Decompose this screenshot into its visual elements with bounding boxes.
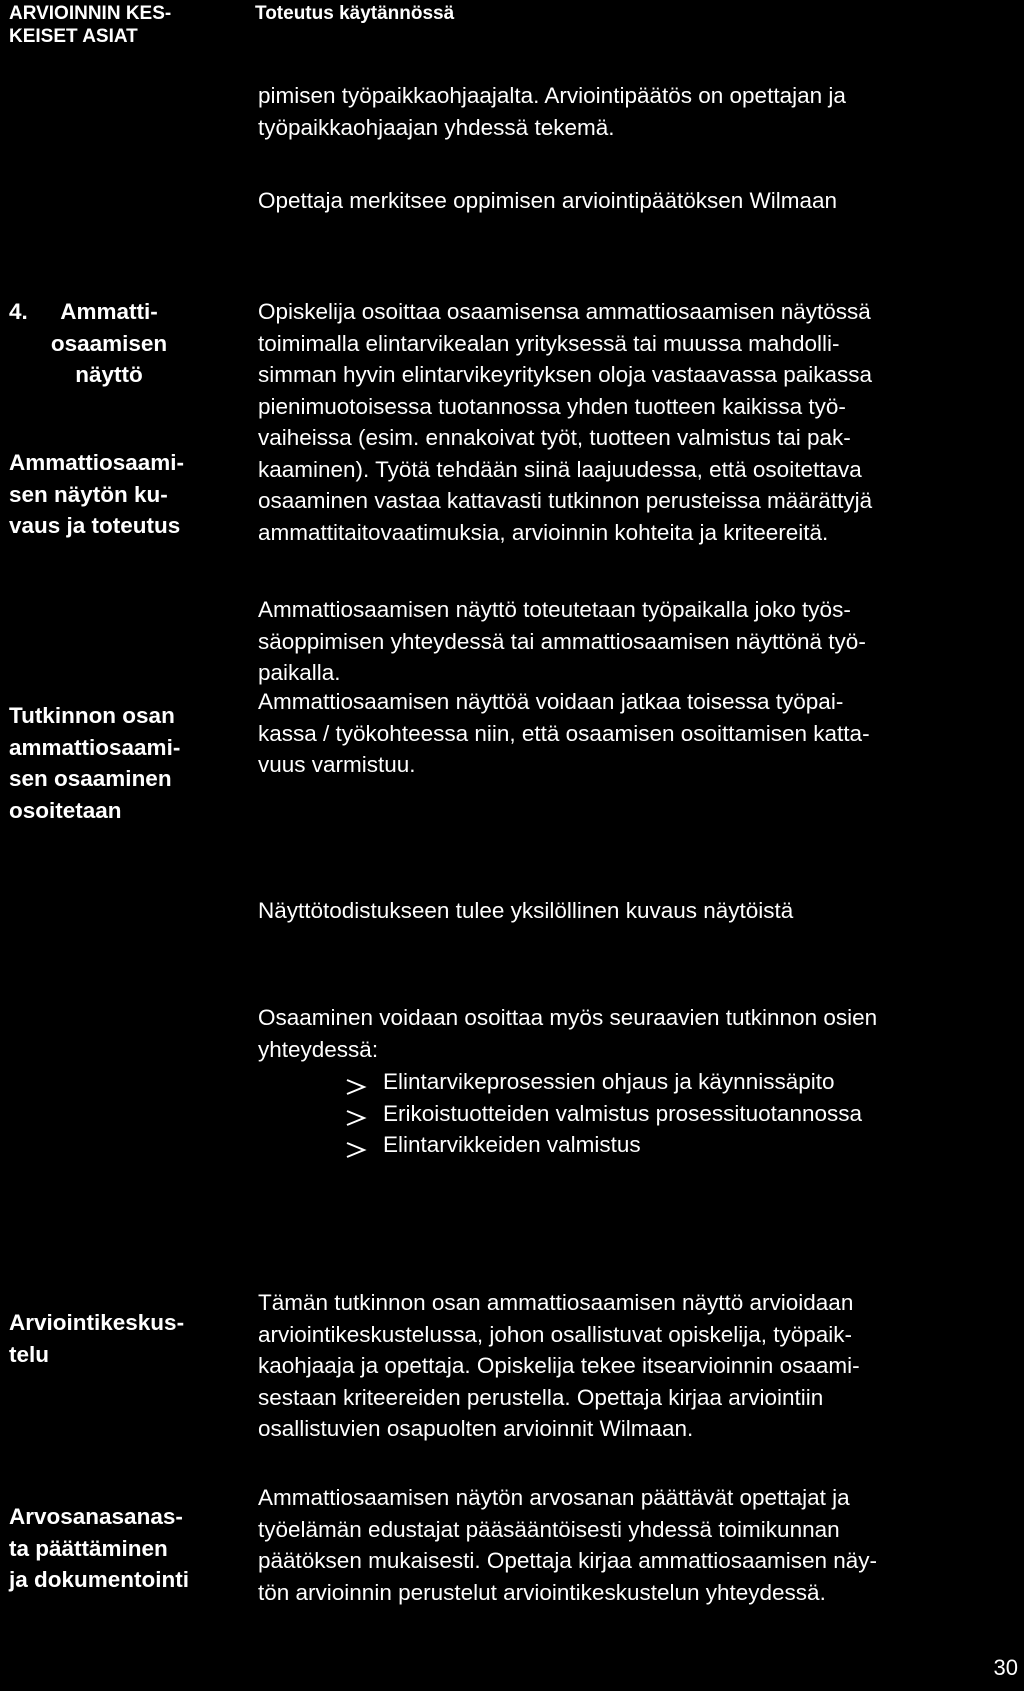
section-4-paragraph-2: Ammattiosaamisen näyttö toteutetaan työpaikalla joko työs- säoppimisen yhteydessä tai ammattiosaamisen näyttönä työ- paikalla. bbox=[258, 597, 866, 685]
arviointikeskustelu-paragraph: Tämän tutkinnon osan ammattiosaamisen näyttö arvioidaan arviointikeskustelussa, johon osallistuvat opiskelija, työpaik- kaohjaaja ja opettaja. Opiskelija tekee itsearvioinnin osaami- sestaan kriteereiden perustella. Opettaja kirjaa arviointiin osallistuvien osapuolten arvioinnit Wilmaan. bbox=[258, 1290, 860, 1441]
label-osaaminen-osoitetaan: Tutkinnon osan ammattiosaami- sen osaaminen osoitetaan bbox=[9, 703, 181, 823]
intro-paragraph-1: pimisen työpaikkaohjaajalta. Arviointipäätös on opettajan ja työpaikkaohjaajan yhdessä tekemä. bbox=[258, 83, 846, 140]
section-title: Ammatti- osaamisen näyttö bbox=[50, 299, 168, 387]
column-header-left: ARVIOINNIN KES- KEISET ASIAT bbox=[9, 3, 172, 47]
section-4-paragraph-3: Ammattiosaamisen näyttöä voidaan jatkaa toisessa työpai- kassa / työkohteessa niin, että osaamisen osoittamisen katta- vuus varmistuu. bbox=[258, 689, 870, 777]
section-4-paragraph-4: Näyttötodistukseen tulee yksilöllinen kuvaus näytöistä bbox=[258, 898, 794, 923]
section-number: 4. bbox=[9, 299, 28, 324]
column-header-right: Toteutus käytännössä bbox=[255, 3, 455, 24]
list-item: Elintarvikkeiden valmistus bbox=[345, 1129, 862, 1161]
section-4-heading bbox=[9, 296, 179, 391]
list-item: Erikoistuotteiden valmistus prosessituotannossa bbox=[345, 1098, 862, 1130]
page-number: 30 bbox=[993, 1655, 1018, 1680]
section-4-paragraph-1: Opiskelija osoittaa osaamisensa ammattiosaamisen näytössä toimimalla elintarvikealan yrityksessä tai muussa mahdolli- simman hyvin elintarvikeyrityksen oloja vastaavassa paikassa pienimuotoisessa tuotannossa yhden tuotteen kaikissa työ- vaiheissa (esim. ennakoivat työt, tuotteen valmistus tai pak- kaaminen). Työtä tehdään siinä laajuudessa, että osoitettava osaaminen vastaa kattavasti tutkinnon perusteissa määrättyjä ammattitaitovaatimuksia, arvioinnin kohteita ja kriteereitä. bbox=[258, 299, 873, 545]
intro-paragraph-2: Opettaja merkitsee oppimisen arviointipäätöksen Wilmaan bbox=[258, 188, 838, 213]
arrow-bullet-icon bbox=[345, 1136, 367, 1154]
arrow-bullet-icon bbox=[345, 1073, 367, 1091]
arrow-bullet-icon bbox=[345, 1104, 367, 1122]
tutkinnon-osat-list bbox=[345, 1066, 862, 1161]
label-arvosana-dokumentointi: Arvosanasanas- ta päättäminen ja dokumentointi bbox=[9, 1504, 189, 1592]
label-naytto-kuvaus: Ammattiosaami- sen näytön ku- vaus ja toteutus bbox=[9, 450, 185, 538]
list-item: Elintarvikeprosessien ohjaus ja käynnissäpito bbox=[345, 1066, 862, 1098]
arvosana-paragraph: Ammattiosaamisen näytön arvosanan päättävät opettajat ja työelämän edustajat pääsääntöisesti yhdessä toimikunnan päätöksen mukaisesti. Opettaja kirjaa ammattiosaamisen näy- tön arvioinnin perustelut arviointikeskustelun yhteydessä. bbox=[258, 1485, 878, 1605]
section-4-paragraph-5: Osaaminen voidaan osoittaa myös seuraavien tutkinnon osien yhteydessä: bbox=[258, 1005, 878, 1062]
label-arviointikeskustelu: Arviointikeskus- telu bbox=[9, 1310, 185, 1367]
